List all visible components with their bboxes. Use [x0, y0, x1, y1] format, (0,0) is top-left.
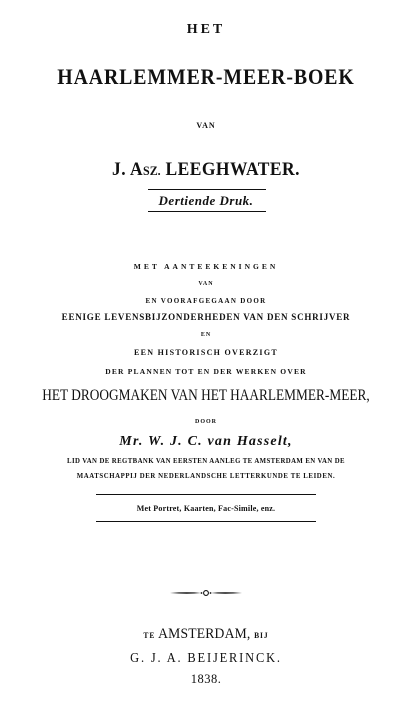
edition-rule-top [148, 189, 266, 190]
contents-line-2: VAN [198, 281, 214, 287]
imprint-city-line [12, 627, 399, 642]
editor-name: Mr. W. J. C. van Hasselt, [119, 434, 293, 449]
contents-line-5: EN [200, 332, 212, 338]
by-label: VAN [196, 121, 216, 130]
author-initial: J. A [112, 159, 144, 180]
imprint-year: 1838. [190, 672, 222, 686]
edition-rule-bottom [148, 211, 266, 212]
author-line [16, 160, 395, 179]
imprint-city: AMSTERDAM, [158, 626, 251, 642]
editor-affiliation-2: MAATSCHAPPIJ DER NEDERLANDSCHE LETTERKUNDE TE LEIDEN. [76, 473, 336, 480]
imprint-publisher: G. J. A. BEIJERINCK. [130, 650, 282, 665]
ornament-divider [170, 589, 242, 597]
header-word: HET [186, 22, 226, 37]
contents-line-3: EN VOORAFGEGAAN DOOR [145, 297, 267, 305]
extras-note: Met Portret, Kaarten, Fac-Simile, enz. [136, 504, 276, 513]
imprint-bij: BIJ [254, 631, 269, 640]
contents-line-7: DER PLANNEN TOT EN DER WERKEN OVER [105, 367, 307, 376]
author-surname: LEEGHWATER. [165, 159, 300, 180]
contents-line-9: DOOR [195, 419, 217, 425]
book-title: HAARLEMMER-MEER-BOEK [57, 64, 355, 89]
contents-line-1: MET AANTEEKENINGEN [133, 262, 279, 271]
contents-line-4: EENIGE LEVENSBIJZONDERHEDEN VAN DEN SCHRIJVER [61, 313, 351, 323]
editor-affiliation-1: LID VAN DE REGTBANK VAN EERSTEN AANLEG TE AMSTERDAM EN VAN DE [67, 458, 345, 465]
edition-label: Dertiende Druk. [158, 193, 254, 208]
contents-line-8: HET DROOGMAKEN VAN HET HAARLEMMER-MEER, [42, 387, 370, 404]
author-suffix: SZ. [143, 163, 161, 178]
extras-rule-bottom [96, 521, 316, 522]
contents-line-6: EEN HISTORISCH OVERZIGT [133, 348, 278, 357]
extras-rule-top [96, 494, 316, 495]
imprint-te: TE [143, 631, 156, 640]
